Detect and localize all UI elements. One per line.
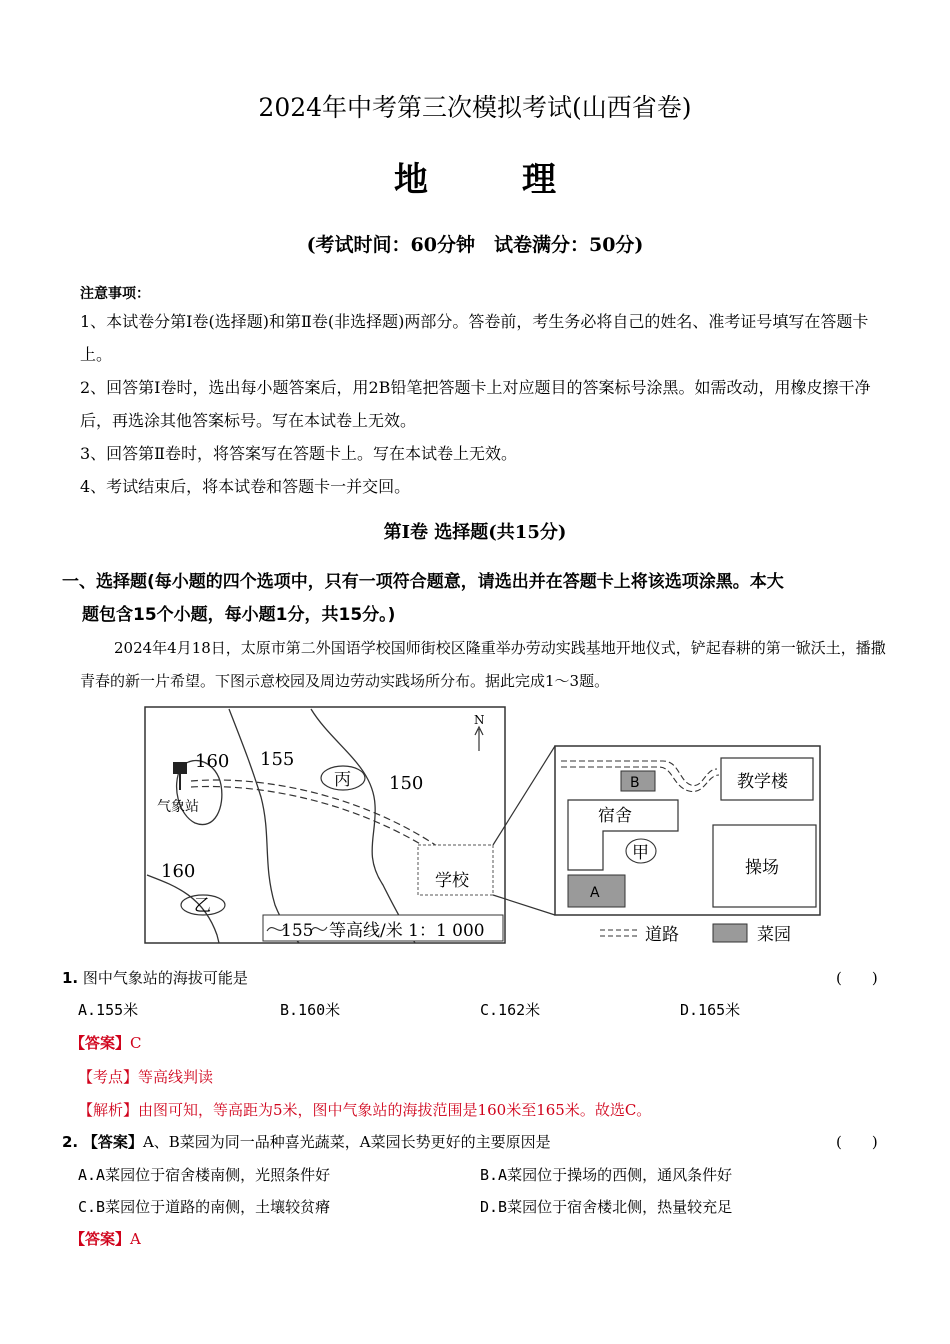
- notice-item-4: 4、考试结束后，将本试卷和答题卡一并交回。: [80, 477, 411, 496]
- part-heading: [62, 566, 892, 632]
- label-contour-160-b: 160: [161, 861, 196, 882]
- q1-point-label: 【考点】: [78, 1068, 139, 1086]
- q2-number: 2.: [62, 1133, 79, 1151]
- question-intro: 2024年4月18日，太原市第二外国语学校国师街校区隆重举办劳动实践基地开地仪式，铲起春耕的第一锨沃土，播撒青春的新一片希望。下图示意校园及周边劳动实践场所分布。据此完成1～3题。: [80, 639, 886, 690]
- q1-text: 图中气象站的海拔可能是: [82, 969, 248, 987]
- exam-title: 2024年中考第三次模拟考试(山西省卷): [258, 93, 692, 122]
- scale-text: 等高线/米 1：1 000: [329, 921, 485, 941]
- q2-option-d: D.B菜园位于宿舍楼北侧，热量较充足: [480, 1198, 733, 1216]
- q1-analysis-label: 【解析】: [78, 1101, 139, 1119]
- part-heading-line-1: 一、选择题(每小题的四个选项中，只有一项符合题意，请选出并在答题卡上将该选项涂黑。本大: [62, 572, 784, 592]
- q1-answer-value: C: [130, 1034, 142, 1052]
- q1-answer-paren: ( ): [836, 969, 878, 987]
- label-garden-b: B: [630, 775, 640, 791]
- label-yi: 乙: [194, 896, 211, 916]
- label-contour-155: 155: [260, 749, 295, 770]
- label-jia: 甲: [632, 843, 649, 863]
- q1-option-a: A.155米: [78, 1001, 139, 1019]
- label-weather-station: 气象站: [157, 799, 199, 815]
- legend-road-label: 道路: [645, 925, 679, 945]
- q2-option-a: A.A菜园位于宿舍楼南侧，光照条件好: [78, 1166, 331, 1184]
- label-garden-a: A: [590, 885, 600, 901]
- q2-answer: [70, 1228, 141, 1249]
- campus-contour-map: [143, 705, 823, 947]
- section-title: 第Ⅰ卷 选择题(共15分): [383, 522, 567, 543]
- label-playground: 操场: [745, 858, 779, 878]
- legend-garden-label: 菜园: [757, 925, 791, 945]
- subject-title: 地 理: [394, 160, 586, 200]
- q2-answer-label: 【答案】: [70, 1230, 131, 1248]
- notice-heading: 注意事项：: [80, 286, 150, 302]
- scale-number: 155: [281, 921, 314, 941]
- notice-item-2: 2、回答第Ⅰ卷时，选出每小题答案后，用2B铅笔把答题卡上对应题目的答案标号涂黑。如需改动，用橡皮擦干净后，再选涂其他答案标号。写在本试卷上无效。: [80, 378, 871, 430]
- q1-answer-label: 【答案】: [70, 1034, 131, 1052]
- q2-option-c: C.B菜园位于道路的南侧，土壤较贫瘠: [78, 1198, 331, 1216]
- exam-meta: (考试时间：60分钟 试卷满分：50分): [306, 234, 644, 256]
- part-heading-line-2: 题包含15个小题，每小题1分，共15分。): [82, 605, 396, 625]
- label-bing: 丙: [334, 770, 351, 790]
- weather-station-icon: [173, 762, 187, 774]
- q1-option-b: B.160米: [280, 1001, 341, 1019]
- q1-stem: [62, 967, 248, 988]
- q2-tag: 【答案】: [82, 1133, 143, 1151]
- q1-number: 1.: [62, 969, 79, 987]
- label-contour-160-a: 160: [195, 751, 230, 772]
- q2-text: A、B菜园为同一品种喜光蔬菜，A菜园长势更好的主要原因是: [142, 1133, 551, 1151]
- label-teaching-building: 教学楼: [737, 772, 788, 792]
- q2-answer-paren: ( ): [836, 1133, 878, 1151]
- q1-option-c: C.162米: [480, 1001, 541, 1019]
- q1-point-value: 等高线判读: [138, 1068, 214, 1086]
- q1-answer: [70, 1032, 142, 1053]
- legend-garden-icon: [713, 924, 747, 942]
- label-dormitory: 宿舍: [598, 806, 632, 826]
- q1-analysis-text: 由图可知，等高距为5米，图中气象站的海拔范围是160米至165米。故选C。: [138, 1101, 652, 1119]
- notice-item-3: 3、回答第Ⅱ卷时，将答案写在答题卡上。写在本试卷上无效。: [80, 444, 518, 463]
- label-contour-150: 150: [389, 773, 424, 794]
- north-label: N: [474, 713, 485, 727]
- notice-item-1: 1、本试卷分第Ⅰ卷(选择题)和第Ⅱ卷(非选择题)两部分。答卷前，考生务必将自己的姓名、准考证号填写在答题卡上。: [80, 312, 869, 364]
- q2-option-b: B.A菜园位于操场的西侧，通风条件好: [480, 1166, 733, 1184]
- q1-point: [78, 1066, 213, 1087]
- q1-option-d: D.165米: [680, 1001, 741, 1019]
- label-school: 学校: [435, 871, 469, 891]
- q1-analysis: [78, 1099, 651, 1120]
- q2-stem: [62, 1131, 551, 1152]
- q2-answer-value: A: [130, 1230, 141, 1248]
